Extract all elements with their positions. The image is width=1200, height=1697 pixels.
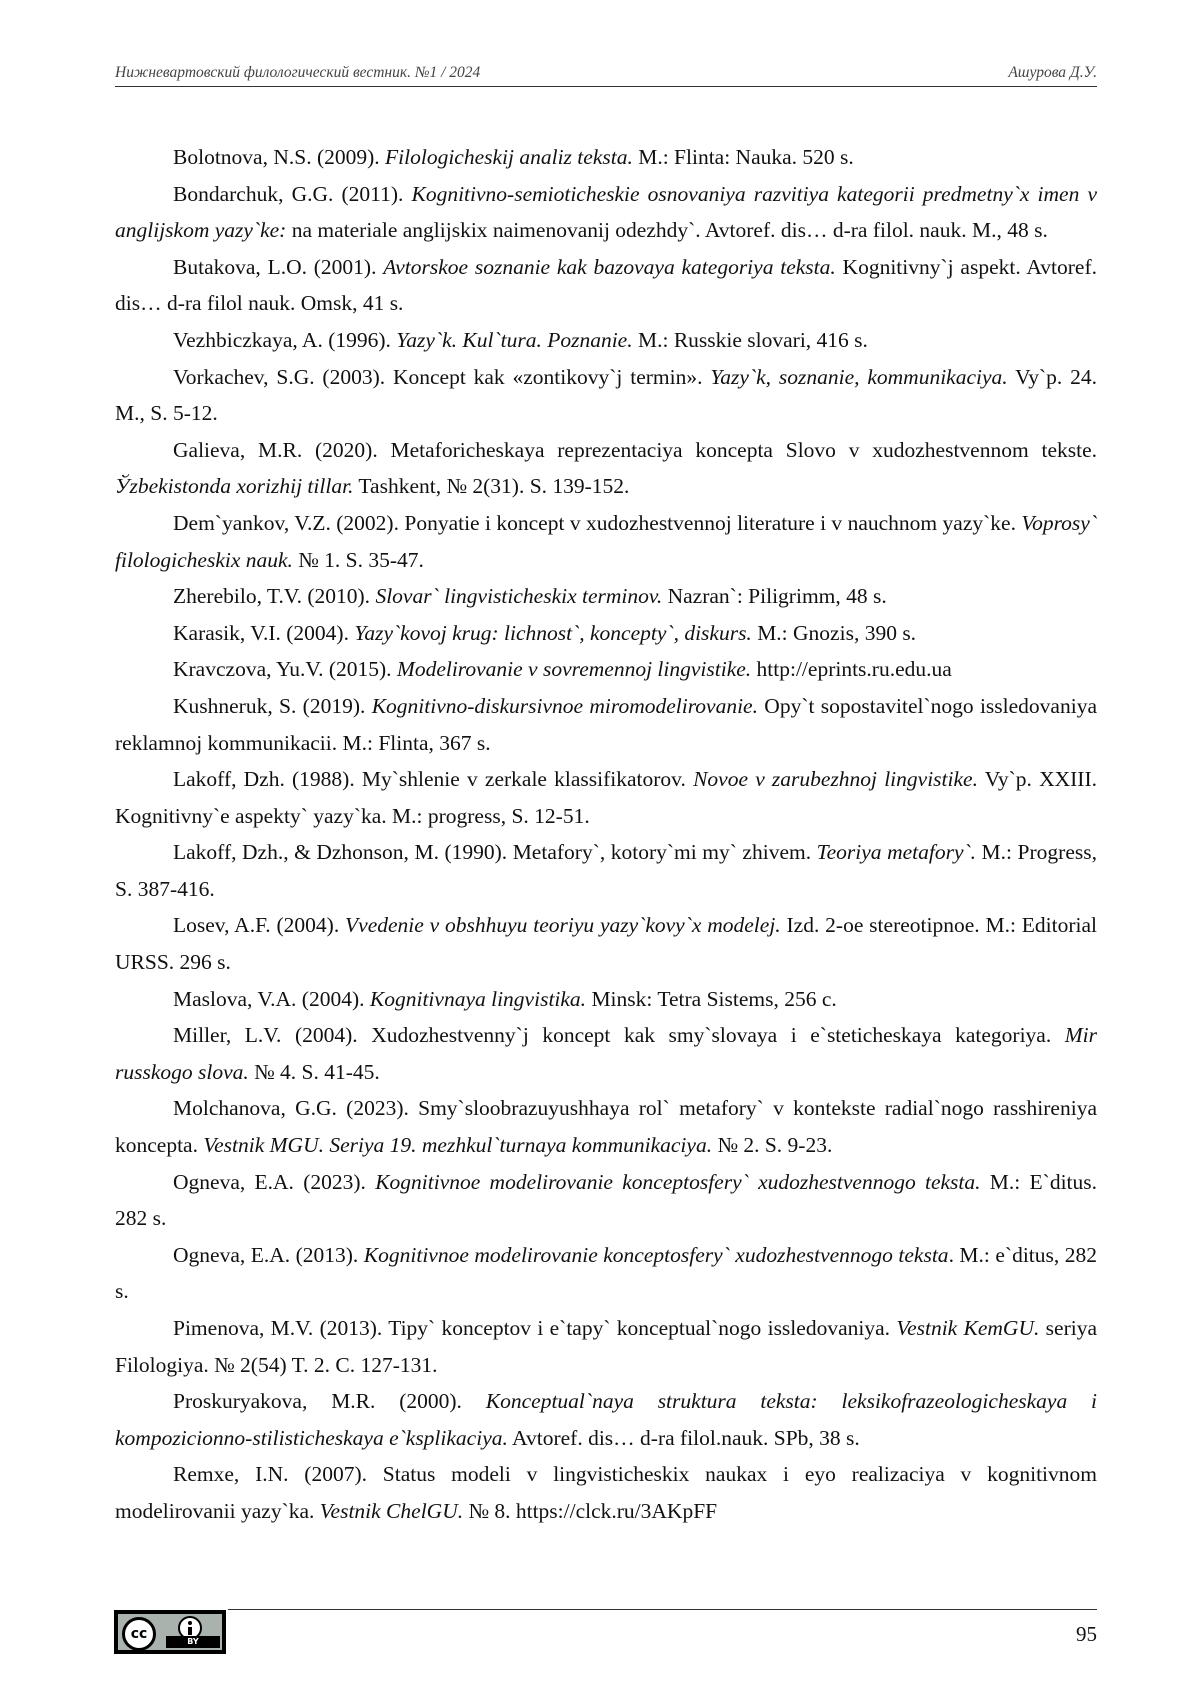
footer-rule — [228, 1609, 1097, 1610]
reference-text: Zherebilo, T.V. (2010). — [173, 584, 376, 609]
reference-text: № 4. S. 41-45. — [248, 1059, 380, 1084]
reference-title: Yazy`k, soznanie, kommunikaciya. — [710, 364, 1008, 389]
reference-entry — [115, 981, 1097, 1018]
reference-text: . M.: e`ditus, 282 s. — [115, 1242, 1097, 1304]
reference-text: M.: Flinta: Nauka. 520 s. — [632, 145, 854, 169]
reference-list — [115, 139, 1097, 1530]
reference-text: Maslova, V.A. (2004). — [173, 986, 370, 1011]
reference-text: Ogneva, E.A. (2013). — [173, 1242, 364, 1267]
reference-text: Miller, L.V. (2004). Xudozhestvenny`j koncept kak smy`slovaya i e`steticheskaya kategoriya. — [173, 1023, 1065, 1048]
reference-text: na materiale anglijskix naimenovanij odezhdy`. Avtoref. dis… d-ra filol. nauk. M., 48 s. — [286, 218, 1048, 243]
reference-entry — [115, 432, 1097, 505]
reference-text: Vezhbiczkaya, A. (1996). — [173, 327, 397, 352]
reference-entry — [115, 651, 1097, 688]
reference-text: Vy`p. 24. M., S. 5-12. — [115, 364, 1097, 426]
reference-text: Losev, A.F. (2004). — [173, 913, 346, 938]
cc-logo: cc — [122, 1617, 156, 1651]
reference-title: Vvedenie v obshhuyu teoriyu yazy`kovy`x modelej. — [345, 913, 781, 938]
reference-text: Karasik, V.I. (2004). — [173, 620, 355, 645]
reference-entry — [115, 1164, 1097, 1237]
reference-text: Remxe, I.N. (2007). Status modeli v lingvisticheskix naukax i eyo realizaciya v kognitivnom modelirovanii yazy`ka. — [115, 1462, 1097, 1523]
reference-text: Kognitivny`j aspekt. Avtoref. dis… d-ra filol nauk. Omsk, 41 s. — [115, 254, 1097, 316]
reference-title: Slovar` lingvisticheskix terminov. — [375, 584, 663, 609]
reference-text: № 2. S. 9-23. — [712, 1133, 833, 1158]
page-number: 95 — [1076, 1622, 1097, 1646]
reference-text: Avtoref. dis… d-ra filol.nauk. SPb, 38 s. — [507, 1425, 860, 1450]
reference-text: M.: Russkie slovari, 416 s. — [632, 327, 868, 352]
reference-text: Kravczova, Yu.V. (2015). — [173, 657, 397, 682]
reference-title: Kognitivnaya lingvistika. — [369, 986, 587, 1011]
reference-title: Kognitivnoe modelirovanie konceptosfery` xudozhestvennogo teksta — [363, 1242, 949, 1267]
reference-text: Ogneva, E.A. (2023). — [173, 1169, 376, 1194]
cc-by-license-icon — [114, 1610, 226, 1654]
reference-text: Opy`t sopostavitel`nogo issledovaniya reklamnoj kommunikacii. M.: Flinta, 367 s. — [115, 693, 1097, 755]
reference-text: Dem`yankov, V.Z. (2002). Ponyatie i koncept v xudozhestvennoj literature i v nauchnom yazy`ke. — [173, 510, 1022, 535]
reference-entry — [115, 359, 1097, 432]
reference-text: Nazran`: Piligrimm, 48 s. — [662, 584, 887, 609]
reference-text: Pimenova, M.V. (2013). Tipy` konceptov i e`tapy` konceptual`nogo issledovaniya. — [173, 1316, 897, 1340]
reference-title: Mir russkogo slova. — [115, 1023, 1097, 1084]
reference-text: http://eprints.ru.edu.ua — [751, 657, 952, 682]
reference-entry — [115, 688, 1097, 761]
reference-title: Kognitivno-semioticheskie osnovaniya razvitiya kategorii predmetny`x imen v anglijskom yazy`ke: — [115, 181, 1097, 243]
reference-entry — [115, 1383, 1097, 1456]
reference-entry — [115, 139, 1097, 176]
reference-text: M.: Gnozis, 390 s. — [751, 620, 917, 645]
journal-title: Нижневартовский филологический вестник. №1 / 2024 — [115, 64, 481, 81]
reference-text: Vy`p. XXIII. Kognitivny`e aspekty` yazy`ka. M.: progress, S. 12-51. — [115, 767, 1097, 828]
reference-text: M.: Progress, S. 387-416. — [115, 840, 1097, 901]
reference-entry — [115, 1237, 1097, 1310]
reference-text: Lakoff, Dzh., & Dzhonson, M. (1990). Metafory`, kotory`mi my` zhivem. — [173, 840, 817, 865]
reference-title: Ўzbekistonda xorizhij tillar. — [115, 474, 354, 499]
reference-text: Butakova, L.O. (2001). — [173, 254, 384, 279]
by-label: BY — [166, 1636, 220, 1648]
reference-text: Tashkent, № 2(31). S. 139-152. — [353, 474, 630, 499]
reference-text: Molchanova, G.G. (2023). Smy`sloobrazuyushhaya rol` metafory` v kontekste radial`nogo rasshireniya koncepta. — [115, 1096, 1097, 1158]
reference-text: Lakoff, Dzh. (1988). My`shlenie v zerkale klassifikatorov. — [173, 767, 694, 792]
reference-text: Bolotnova, N.S. (2009). — [173, 145, 386, 169]
reference-title: Avtorskoe soznanie kak bazovaya kategoriya teksta. — [383, 254, 836, 279]
reference-text: Izd. 2-oe stereotipnoe. M.: Editorial URSS. 296 s. — [115, 913, 1097, 975]
reference-text: № 1. S. 35-47. — [292, 547, 424, 572]
reference-title: Yazy`kovoj krug: lichnost`, koncepty`, diskurs. — [354, 620, 752, 645]
reference-title: Kognitivnoe modelirovanie konceptosfery` xudozhestvennogo teksta. — [375, 1169, 981, 1194]
reference-title: Vestnik ChelGU. — [319, 1498, 464, 1523]
reference-entry — [115, 249, 1097, 322]
reference-entry — [115, 1017, 1097, 1090]
reference-entry — [115, 1456, 1097, 1529]
reference-text: Vorkachev, S.G. (2003). Koncept kak «zontikovy`j termin». — [173, 364, 711, 389]
reference-entry — [115, 1090, 1097, 1163]
reference-text: seriya Filologiya. № 2(54) T. 2. C. 127-131. — [115, 1316, 1097, 1377]
reference-title: Voprosy` filologicheskix nauk. — [115, 510, 1097, 572]
reference-text: Bondarchuk, G.G. (2011). — [173, 181, 412, 206]
reference-text: Proskuryakova, M.R. (2000). — [173, 1389, 486, 1414]
reference-entry — [115, 615, 1097, 652]
reference-entry — [115, 322, 1097, 359]
reference-entry — [115, 578, 1097, 615]
reference-entry — [115, 1310, 1097, 1383]
reference-text: Kushneruk, S. (2019). — [173, 693, 372, 718]
reference-title: Novoe v zarubezhnoj lingvistike. — [693, 767, 978, 792]
reference-entry — [115, 834, 1097, 907]
running-header — [115, 62, 1097, 87]
reference-entry — [115, 176, 1097, 249]
reference-title: Filologicheskij analiz teksta. — [385, 145, 633, 169]
author-name: Ашурова Д.У. — [1008, 64, 1097, 81]
reference-title: Yazy`k. Kul`tura. Poznanie. — [396, 327, 633, 352]
reference-entry — [115, 505, 1097, 578]
reference-title: Kognitivno-diskursivnoe miromodelirovanie. — [371, 693, 758, 718]
reference-text: Minsk: Tetra Sistems, 256 c. — [586, 986, 837, 1011]
reference-text: Galieva, M.R. (2020). Metaforicheskaya reprezentaciya koncepta Slovo v xudozhestvennom tekste. — [173, 437, 1097, 462]
reference-title: Vestnik KemGU. — [896, 1316, 1040, 1340]
reference-entry — [115, 761, 1097, 834]
reference-title: Vestnik MGU. Seriya 19. mezhkul`turnaya kommunikaciya. — [203, 1133, 713, 1158]
reference-title: Modelirovanie v sovremennoj lingvistike. — [396, 657, 752, 682]
reference-entry — [115, 907, 1097, 980]
reference-text: M.: E`ditus. 282 s. — [115, 1169, 1098, 1231]
reference-text: № 8. https://clck.ru/3AKpFF — [463, 1498, 718, 1523]
reference-title: Teoriya metafory`. — [816, 840, 977, 865]
reference-title: Konceptual`naya struktura teksta: leksikofrazeologicheskaya i kompozicionno-stilisticheskaya e`ksplikaciya. — [115, 1389, 1098, 1450]
